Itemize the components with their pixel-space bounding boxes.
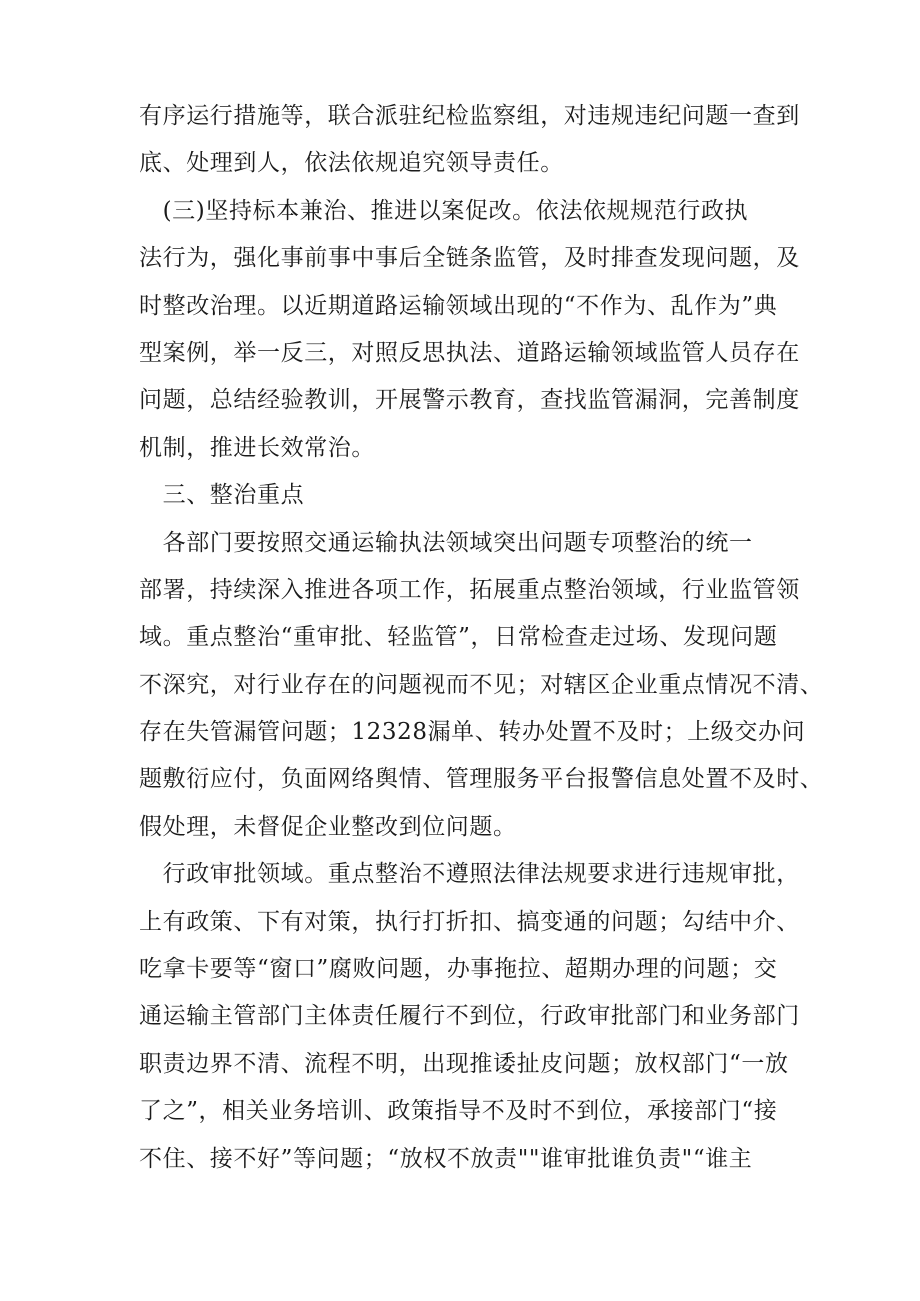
text-line: 题敷衍应付，负面网络舆情、管理服务平台报警信息处置不及时、 [139,766,824,793]
text-line: (三)坚持标本兼治、推进以案促改。依法依规规范行政执 [139,197,749,224]
text-line: 假处理，未督促企业整改到位问题。 [139,813,517,840]
text-line: 时整改治理。以近期道路运输领域出现的“不作为、乱作为”典 [139,292,778,319]
text-line: 不住、接不好”等问题；“放权不放责""谁审批谁负责"“谁主 [139,1145,753,1172]
text-line: 域。重点整治“重审批、轻监管”，日常检查走过场、发现问题 [139,624,778,651]
text-line: 职责边界不清、流程不明，出现推诿扯皮问题；放权部门“一放 [139,1050,789,1077]
text-line: 机制，推进长效常治。 [139,434,375,461]
text-line: 问题，总结经验教训，开展警示教育，查找监管漏洞，完善制度 [139,387,800,414]
text-line: 型案例，举一反三，对照反思执法、道路运输领域监管人员存在 [139,339,800,366]
text-line: 各部门要按照交通运输执法领域突出问题专项整治的统一 [139,529,753,556]
document-body [139,98,824,1188]
text-line: 上有政策、下有对策，执行打折扣、搞变通的问题；勾结中介、 [139,908,800,935]
text-line: 法行为，强化事前事中事后全链条监管，及时排查发现问题，及 [139,245,800,272]
text-line: 底、处理到人，依法依规追究领导责任。 [139,150,564,177]
text-line: 有序运行措施等，联合派驻纪检监察组，对违规违纪问题一查到 [139,103,800,129]
text-line: 部署，持续深入推进各项工作，拓展重点整治领域，行业监管领 [139,576,800,603]
text-line: 存在失管漏管问题；12328漏单、转办处置不及时；上级交办问 [139,719,806,746]
text-line: 了之”，相关业务培训、政策指导不及时不到位，承接部门“接 [139,1098,778,1125]
text-line: 行政审批领域。重点整治不遵照法律法规要求进行违规审批， [139,861,800,888]
text-line: 吃拿卡要等“窗口”腐败问题，办事拖拉、超期办理的问题；交 [139,956,778,983]
text-line: 不深究，对行业存在的问题视而不见；对辖区企业重点情况不清、 [139,671,824,698]
text-line: 通运输主管部门主体责任履行不到位，行政审批部门和业务部门 [139,1003,800,1030]
section-heading: 三、整治重点 [139,482,305,509]
